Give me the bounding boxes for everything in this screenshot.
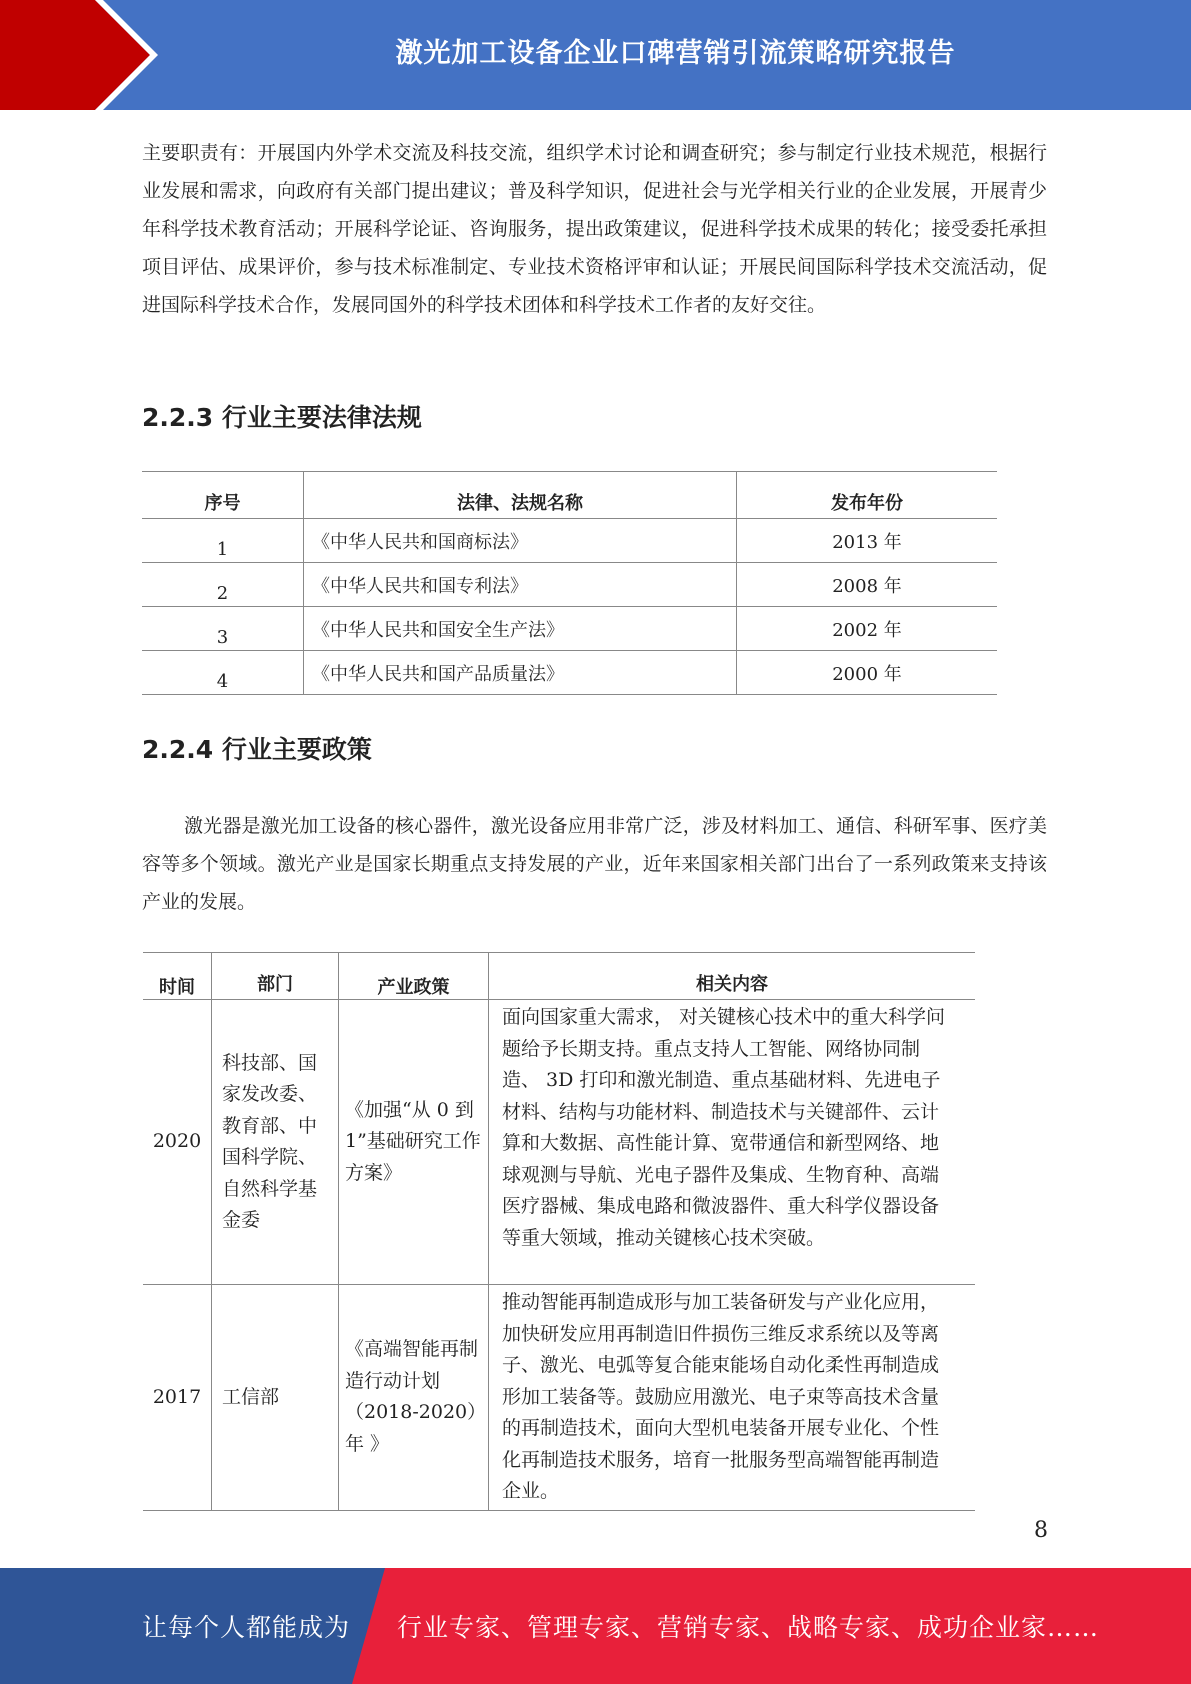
- page-header: [0, 0, 1191, 110]
- policies-cell-policy: 《加强“从 0 到 1”基础研究工作方案》: [339, 1000, 489, 1285]
- laws-cell-year: 2000 年: [737, 651, 998, 695]
- laws-cell-index: 2: [142, 563, 304, 607]
- laws-col-index: 序号: [142, 472, 304, 519]
- laws-col-name: 法律、法规名称: [304, 472, 737, 519]
- policies-col-content: 相关内容: [489, 953, 976, 1000]
- laws-cell-index: 1: [142, 519, 304, 563]
- intro-paragraph: 主要职责有：开展国内外学术交流及科技交流，组织学术讨论和调查研究；参与制定行业技术规范，根据行业发展和需求，向政府有关部门提出建议；普及科学知识，促进社会与光学相关行业的企业发展，开展青少年科学技术教育活动；开展科学论证、咨询服务，提出政策建议，促进科学技术成果的转化；接受委托承担项目评估、成果评价，参与技术标准制定、专业技术资格评审和认证；开展民间国际科学技术交流活动，促进国际科学技术合作，发展同国外的科学技术团体和科学技术工作者的友好交往。: [142, 142, 1047, 316]
- laws-cell-index: 3: [142, 607, 304, 651]
- table-row: [143, 1000, 975, 1285]
- laws-cell-index: 4: [142, 651, 304, 695]
- policies-cell-content: 面向国家重大需求， 对关键核心技术中的重大科学问题给予长期支持。重点支持人工智能、网络协同制造、 3D 打印和激光制造、重点基础材料、先进电子材料、结构与功能材料、制造技术与关键部件、云计算和大数据、高性能计算、宽带通信和新型网络、地球观测与导航、光电子器件及集成、生物育种、高端医疗器械、集成电路和微波器件、重大科学仪器设备等重大领域，推动关键核心技术突破。: [489, 1000, 976, 1285]
- table-row: [142, 519, 997, 563]
- laws-cell-year: 2002 年: [737, 607, 998, 651]
- policies-cell-dept: 工信部: [212, 1285, 339, 1511]
- page-number: 8: [1034, 1518, 1048, 1543]
- laws-cell-name: 《中华人民共和国安全生产法》: [304, 607, 737, 651]
- policies-col-time: 时间: [143, 953, 212, 1000]
- policies-table-header-row: [143, 953, 975, 1000]
- policies-cell-dept: 科技部、国家发改委、教育部、中国科学院、自然科学基金委: [212, 1000, 339, 1285]
- laws-cell-name: 《中华人民共和国产品质量法》: [304, 651, 737, 695]
- laws-col-year: 发布年份: [737, 472, 998, 519]
- policies-paragraph: 激光器是激光加工设备的核心器件，激光设备应用非常广泛，涉及材料加工、通信、科研军事、医疗美容等多个领域。激光产业是国家长期重点支持发展的产业，近年来国家相关部门出台了一系列政策来支持该产业的发展。: [142, 815, 1047, 913]
- policies-cell-time: 2017: [143, 1285, 212, 1511]
- policies-cell-content: 推动智能再制造成形与加工装备研发与产业化应用，加快研发应用再制造旧件损伤三维反求系统以及等离子、激光、电弧等复合能束能场自动化柔性再制造成形加工装备等。鼓励应用激光、电子束等高技术含量的再制造技术，面向大型机电装备开展专业化、个性化再制造技术服务，培育一批服务型高端智能再制造企业。: [489, 1285, 976, 1511]
- policies-table: [143, 952, 975, 1511]
- laws-cell-year: 2013 年: [737, 519, 998, 563]
- policies-col-dept: 部门: [212, 953, 339, 1000]
- footer-slogan-right: 行业专家、管理专家、营销专家、战略专家、成功企业家……: [397, 1613, 1100, 1642]
- section-heading-policies: 2.2.4 行业主要政策: [142, 735, 372, 764]
- laws-cell-name: 《中华人民共和国商标法》: [304, 519, 737, 563]
- laws-table-header-row: [142, 472, 997, 519]
- table-row: [142, 651, 997, 695]
- page-footer: [0, 1568, 1191, 1684]
- header-arrow-decoration: [0, 0, 160, 110]
- table-row: [142, 563, 997, 607]
- policies-cell-policy: 《高端智能再制造行动计划（2018-2020）年 》: [339, 1285, 489, 1511]
- laws-table: [142, 471, 997, 695]
- laws-cell-name: 《中华人民共和国专利法》: [304, 563, 737, 607]
- footer-slogan-left: 让每个人都能成为: [142, 1613, 351, 1642]
- report-title: 激光加工设备企业口碑营销引流策略研究报告: [395, 37, 956, 69]
- table-row: [142, 607, 997, 651]
- laws-cell-year: 2008 年: [737, 563, 998, 607]
- table-row: [143, 1285, 975, 1511]
- policies-cell-time: 2020: [143, 1000, 212, 1285]
- policies-col-policy: 产业政策: [339, 953, 489, 1000]
- section-heading-laws: 2.2.3 行业主要法律法规: [142, 403, 422, 432]
